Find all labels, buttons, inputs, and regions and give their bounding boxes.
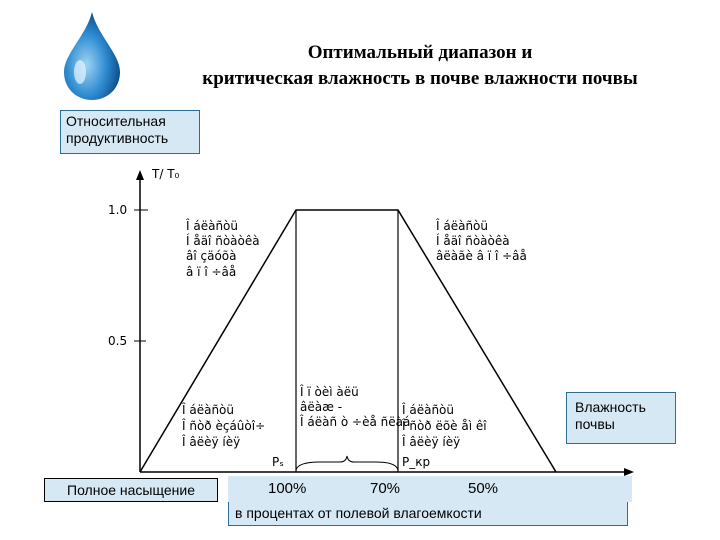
svg-text:Î áëàñòü: Î áëàñòü (186, 219, 238, 233)
svg-text:Í åäî ñòàòêà: Í åäî ñòàòêà (436, 234, 510, 248)
svg-text:Î âëèÿ íèÿ: Î âëèÿ íèÿ (182, 435, 241, 449)
y-axis-arrow (136, 170, 144, 180)
svg-text:Î áëàñòü: Î áëàñòü (436, 219, 488, 233)
svg-text:âëàãè â ï î ÷âå: âëàãè â ï î ÷âå (436, 249, 527, 263)
svg-text:âëàæ -: âëàæ - (300, 400, 343, 414)
marker-ps: Pₛ (272, 455, 284, 469)
svg-text:Î áëàñòü: Î áëàñòü (182, 403, 234, 417)
y-axis-symbol: T/ T₀ (152, 167, 180, 181)
svg-text:Î âëèÿ íèÿ: Î âëèÿ íèÿ (402, 435, 461, 449)
x-axis-arrow (624, 468, 634, 476)
tick-label-0-5: 0.5 (108, 334, 128, 348)
svg-text:Í åäî ñòàòêà: Í åäî ñòàòêà (186, 234, 260, 248)
svg-text:Î ñòð èçáûòî÷: Î ñòð èçáûòî÷ (182, 419, 266, 433)
svg-text:â ï î ÷âå: â ï î ÷âå (186, 265, 237, 279)
title-line-1: Оптимальный диапазон и (307, 42, 533, 63)
full-saturation-label: Полное насыщение (44, 478, 218, 502)
y-axis-label: Относительная продуктивность (60, 110, 200, 154)
svg-text:Î ñòð ëõè åì êî: Î ñòð ëõè åì êî (402, 419, 487, 433)
region-upper-left (185, 218, 260, 279)
percent-50: 50% (468, 480, 499, 497)
marker-pkr: P_кр (402, 455, 431, 469)
svg-text:Î ï òèì àëü: Î ï òèì àëü (300, 385, 359, 399)
region-upper-right (435, 218, 527, 263)
optimum-brace (296, 456, 398, 470)
percent-100: 100% (268, 480, 307, 497)
percent-caption: в процентах от полевой влагоемкости (228, 502, 628, 526)
tick-label-1-0: 1.0 (108, 203, 128, 217)
title-line-2: критическая влажность в почве влажности почвы (202, 68, 638, 89)
region-lower-left (181, 402, 265, 449)
region-lower-right (401, 402, 487, 449)
region-center (299, 384, 410, 429)
x-axis-label: Влажность почвы (566, 392, 676, 444)
svg-text:Î áëàñòü: Î áëàñòü (402, 403, 454, 417)
svg-text:âî çäóõà: âî çäóõà (186, 249, 237, 263)
svg-text:Î áëàñ ò ÷èå ñëàá: Î áëàñ ò ÷èå ñëàá (300, 415, 411, 429)
percent-scale (228, 476, 632, 502)
percent-70: 70% (370, 480, 401, 497)
